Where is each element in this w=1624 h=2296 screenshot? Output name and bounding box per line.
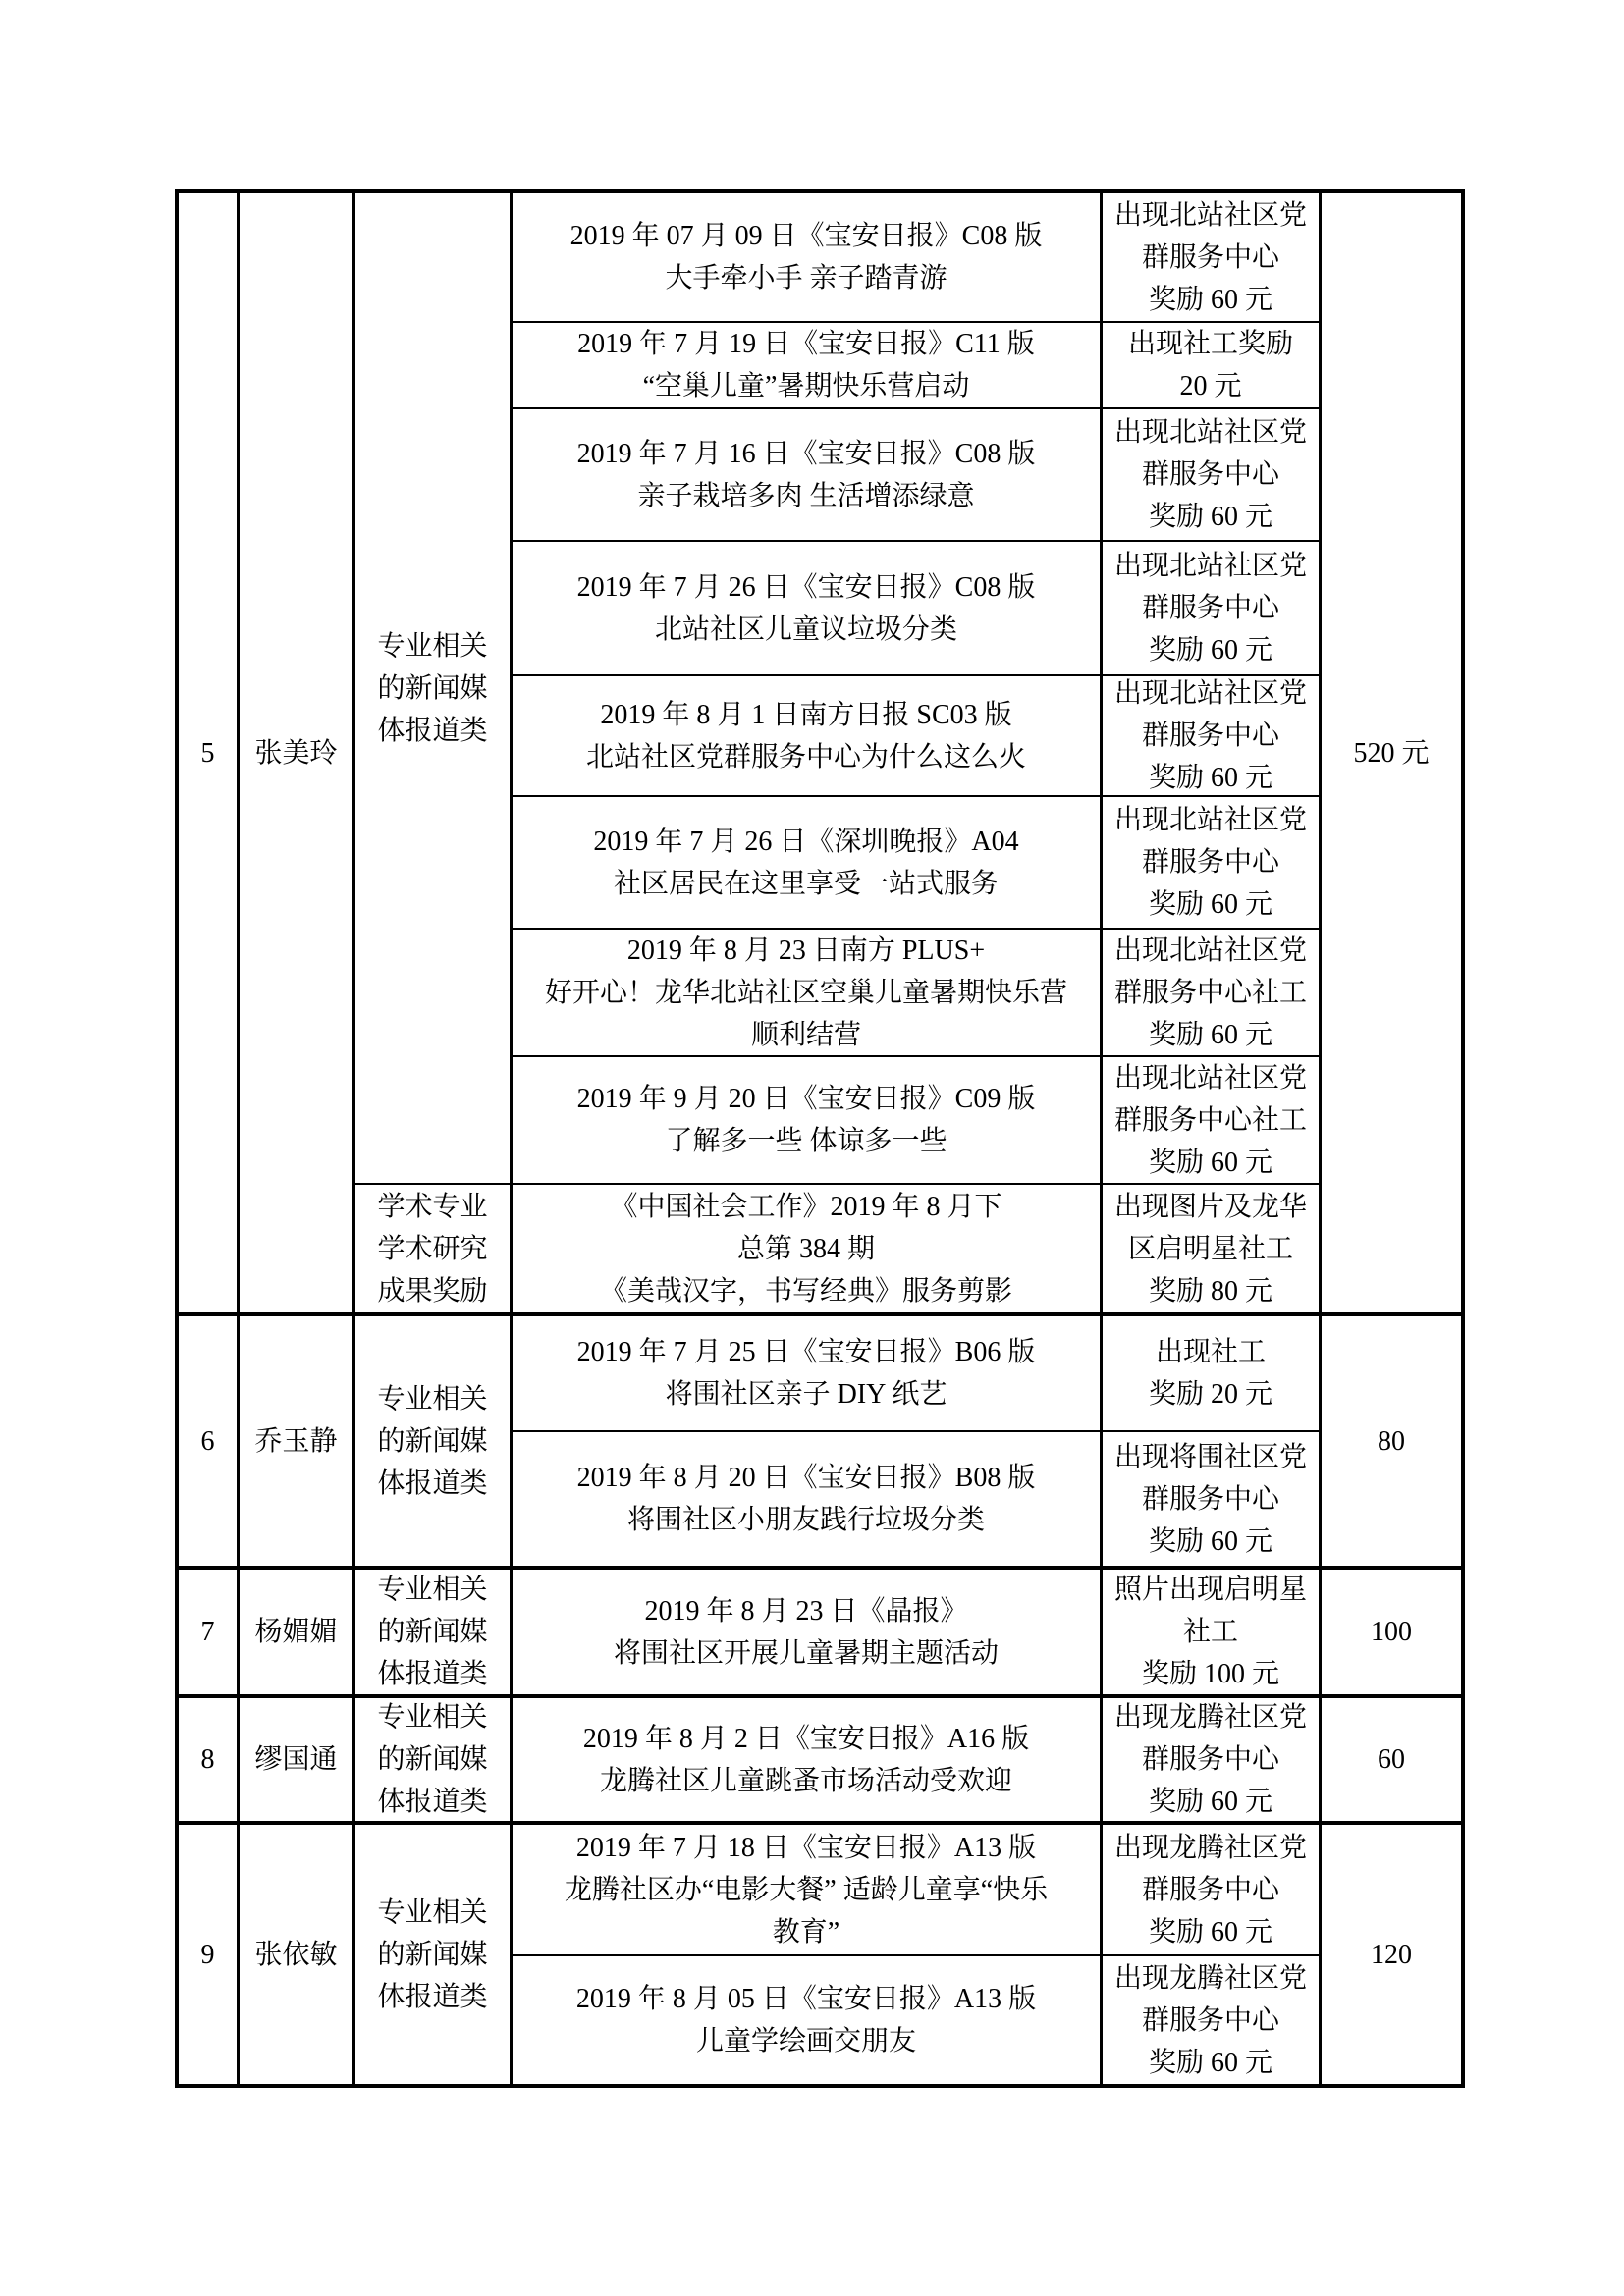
reward-cell: [1100, 1055, 1319, 1183]
text-line: 奖励 80 元: [1148, 1275, 1272, 1307]
article-cell: [510, 1430, 1100, 1566]
text-line: 体报道类: [377, 1468, 488, 1499]
text-line: 杨媚媚: [254, 1617, 338, 1647]
text-line: 将围社区小朋友践行垃圾分类: [626, 1505, 985, 1535]
text-line: 9: [200, 1939, 215, 1970]
total-cell: [1319, 1821, 1461, 2084]
reward-cell: [1100, 1954, 1319, 2084]
serial-cell: [179, 193, 237, 1312]
text-line: 的新闻媒: [377, 1744, 488, 1775]
text-line: 将围社区开展儿童暑期主题活动: [613, 1637, 999, 1669]
text-line: 出现北站社区党: [1113, 1062, 1307, 1094]
text-line: 的新闻媒: [377, 1939, 488, 1970]
article-cell: [510, 1566, 1100, 1694]
article-cell: [510, 1312, 1100, 1430]
text-line: 专业相关: [377, 1575, 488, 1605]
reward-cell: [1100, 674, 1319, 795]
text-line: 龙腾社区办“电影大餐” 适龄儿童享“快乐: [564, 1874, 1049, 1905]
text-line: “空巢儿童”暑期快乐营启动: [642, 371, 970, 401]
text-line: 奖励 60 元: [1148, 2047, 1272, 2078]
text-line: 群服务中心: [1141, 241, 1279, 273]
text-line: 2019 年 8 月 05 日《宝安日报》A13 版: [575, 1984, 1037, 2014]
article-cell: [510, 1055, 1100, 1183]
text-line: 奖励 20 元: [1148, 1379, 1272, 1410]
text-line: 的新闻媒: [377, 672, 488, 704]
text-line: 大手牵小手 亲子踏青游: [665, 263, 947, 294]
text-line: 奖励 60 元: [1148, 1147, 1272, 1178]
article-cell: [510, 407, 1100, 540]
text-line: 北站社区儿童议垃圾分类: [654, 614, 957, 645]
article-cell: [510, 1694, 1100, 1821]
serial-cell: [179, 1821, 237, 2084]
text-line: 2019 年 07 月 09 日《宝安日报》C08 版: [569, 221, 1043, 251]
text-line: 专业相关: [377, 1896, 488, 1928]
text-line: 出现北站社区党: [1113, 805, 1307, 835]
name-cell: [237, 1821, 352, 2084]
reward-cell: [1100, 540, 1319, 674]
reward-cell: [1100, 1694, 1319, 1821]
text-line: 奖励 60 元: [1148, 1916, 1272, 1948]
text-line: 体报道类: [377, 1787, 488, 1817]
category-cell: [352, 1183, 510, 1312]
text-line: 专业相关: [377, 1383, 488, 1415]
text-line: 社区居民在这里享受一站式服务: [613, 868, 999, 899]
text-line: 群服务中心: [1141, 459, 1279, 490]
text-line: 出现图片及龙华: [1113, 1191, 1307, 1222]
article-cell: [510, 540, 1100, 674]
name-cell: [237, 193, 352, 1312]
text-line: 照片出现启明星: [1113, 1575, 1307, 1605]
text-line: 6: [200, 1425, 215, 1457]
text-line: 2019 年 7 月 26 日《深圳晚报》A04: [593, 826, 1019, 857]
text-line: 2019 年 7 月 19 日《宝安日报》C11 版: [577, 329, 1035, 359]
text-line: 奖励 60 元: [1148, 889, 1272, 920]
text-line: 2019 年 7 月 18 日《宝安日报》A13 版: [575, 1832, 1037, 1863]
text-line: 60: [1378, 1744, 1405, 1775]
text-line: 出现北站社区党: [1113, 551, 1307, 581]
total-cell: [1319, 1312, 1461, 1566]
text-line: 20 元: [1179, 371, 1242, 401]
text-line: 体报道类: [377, 1659, 488, 1689]
text-line: 出现北站社区党: [1113, 678, 1307, 709]
article-cell: [510, 193, 1100, 321]
text-line: 社工: [1182, 1617, 1238, 1647]
reward-cell: [1100, 928, 1319, 1055]
text-line: 的新闻媒: [377, 1425, 488, 1457]
text-line: 成果奖励: [377, 1275, 488, 1307]
text-line: 将围社区亲子 DIY 纸艺: [665, 1379, 947, 1410]
text-line: 亲子栽培多肉 生活增添绿意: [637, 480, 975, 511]
text-line: 群服务中心: [1141, 847, 1279, 878]
text-line: 2019 年 8 月 1 日南方日报 SC03 版: [600, 699, 1012, 730]
text-line: 《中国社会工作》2019 年 8 月下: [610, 1191, 1002, 1222]
text-line: 的新闻媒: [377, 1617, 488, 1647]
category-cell: [352, 1312, 510, 1566]
name-cell: [237, 1312, 352, 1566]
text-line: 北站社区党群服务中心为什么这么火: [585, 741, 1026, 773]
article-cell: [510, 1183, 1100, 1312]
total-cell: [1319, 1694, 1461, 1821]
text-line: 2019 年 7 月 16 日《宝安日报》C08 版: [576, 438, 1036, 469]
text-line: 总第 384 期: [736, 1233, 875, 1264]
text-line: 出现社工: [1155, 1337, 1266, 1367]
text-line: 乔玉静: [254, 1425, 338, 1457]
article-cell: [510, 928, 1100, 1055]
article-cell: [510, 321, 1100, 407]
text-line: 5: [200, 737, 215, 769]
text-line: 7: [200, 1617, 215, 1647]
text-line: 张依敏: [254, 1939, 338, 1970]
reward-cell: [1100, 1430, 1319, 1566]
serial-cell: [179, 1566, 237, 1694]
text-line: 儿童学绘画交朋友: [695, 2026, 916, 2056]
text-line: 出现北站社区党: [1113, 934, 1307, 966]
text-line: 教育”: [772, 1916, 840, 1948]
reward-cell: [1100, 321, 1319, 407]
text-line: 2019 年 8 月 2 日《宝安日报》A16 版: [582, 1723, 1030, 1754]
text-line: 专业相关: [377, 1702, 488, 1733]
text-line: 120: [1371, 1939, 1412, 1970]
text-line: 群服务中心: [1141, 1744, 1279, 1775]
serial-cell: [179, 1312, 237, 1566]
text-line: 2019 年 8 月 23 日南方 PLUS+: [626, 934, 986, 966]
text-line: 8: [200, 1744, 215, 1775]
total-cell: [1319, 1566, 1461, 1694]
reward-cell: [1100, 1183, 1319, 1312]
reward-cell: [1100, 193, 1319, 321]
text-line: 群服务中心社工: [1113, 1104, 1307, 1136]
category-cell: [352, 1694, 510, 1821]
text-line: 奖励 60 元: [1148, 1787, 1272, 1817]
name-cell: [237, 1694, 352, 1821]
reward-cell: [1100, 1312, 1319, 1430]
text-line: 出现龙腾社区党: [1113, 1962, 1307, 1994]
category-cell: [352, 193, 510, 1183]
text-line: 了解多一些 体谅多一些: [665, 1126, 947, 1156]
text-line: 80: [1378, 1425, 1405, 1457]
text-line: 2019 年 8 月 20 日《宝安日报》B08 版: [576, 1463, 1036, 1493]
text-line: 2019 年 7 月 25 日《宝安日报》B06 版: [576, 1337, 1036, 1367]
reward-cell: [1100, 1566, 1319, 1694]
text-line: 奖励 100 元: [1141, 1659, 1279, 1689]
text-line: 好开心！龙华北站社区空巢儿童暑期快乐营: [544, 977, 1067, 1008]
text-line: 顺利结营: [750, 1019, 861, 1050]
category-cell: [352, 1821, 510, 2084]
text-line: 龙腾社区儿童跳蚤市场活动受欢迎: [599, 1765, 1012, 1796]
text-line: 出现龙腾社区党: [1113, 1832, 1307, 1863]
reward-cell: [1100, 1821, 1319, 1954]
text-line: 群服务中心社工: [1113, 977, 1307, 1008]
reward-cell: [1100, 407, 1319, 540]
article-cell: [510, 1821, 1100, 1954]
text-line: 100: [1371, 1617, 1412, 1647]
serial-cell: [179, 1694, 237, 1821]
text-line: 奖励 60 元: [1148, 284, 1272, 315]
article-cell: [510, 674, 1100, 795]
text-line: 2019 年 9 月 20 日《宝安日报》C09 版: [576, 1084, 1036, 1114]
name-cell: [237, 1566, 352, 1694]
text-line: 出现北站社区党: [1113, 199, 1307, 231]
text-line: 出现社工奖励: [1127, 329, 1293, 359]
text-line: 2019 年 8 月 23 日《晶报》: [644, 1595, 968, 1627]
text-line: 群服务中心: [1141, 2004, 1279, 2036]
text-line: 群服务中心: [1141, 1483, 1279, 1515]
text-line: 奖励 60 元: [1148, 502, 1272, 532]
text-line: 缪国通: [254, 1744, 338, 1775]
text-line: 学术专业: [377, 1191, 488, 1222]
text-line: 体报道类: [377, 1981, 488, 2012]
text-line: 体报道类: [377, 715, 488, 746]
text-line: 专业相关: [377, 630, 488, 662]
text-line: 张美玲: [254, 737, 338, 769]
text-line: 区启明星社工: [1127, 1233, 1293, 1264]
text-line: 奖励 60 元: [1148, 635, 1272, 666]
text-line: 出现将围社区党: [1113, 1441, 1307, 1472]
category-cell: [352, 1566, 510, 1694]
text-line: 群服务中心: [1141, 721, 1279, 751]
article-cell: [510, 1954, 1100, 2084]
text-line: 学术研究: [377, 1233, 488, 1264]
reward-cell: [1100, 795, 1319, 928]
text-line: 520 元: [1353, 737, 1430, 769]
reward-table: [175, 189, 1465, 2088]
text-line: 出现龙腾社区党: [1113, 1702, 1307, 1733]
text-line: 奖励 60 元: [1148, 763, 1272, 793]
text-line: 奖励 60 元: [1148, 1019, 1272, 1050]
total-cell: [1319, 193, 1461, 1312]
text-line: 群服务中心: [1141, 593, 1279, 623]
text-line: 2019 年 7 月 26 日《宝安日报》C08 版: [576, 571, 1036, 603]
article-cell: [510, 795, 1100, 928]
text-line: 群服务中心: [1141, 1874, 1279, 1905]
text-line: 《美哉汉字，书写经典》服务剪影: [599, 1275, 1012, 1307]
text-line: 出现北站社区党: [1113, 417, 1307, 448]
text-line: 奖励 60 元: [1148, 1525, 1272, 1557]
